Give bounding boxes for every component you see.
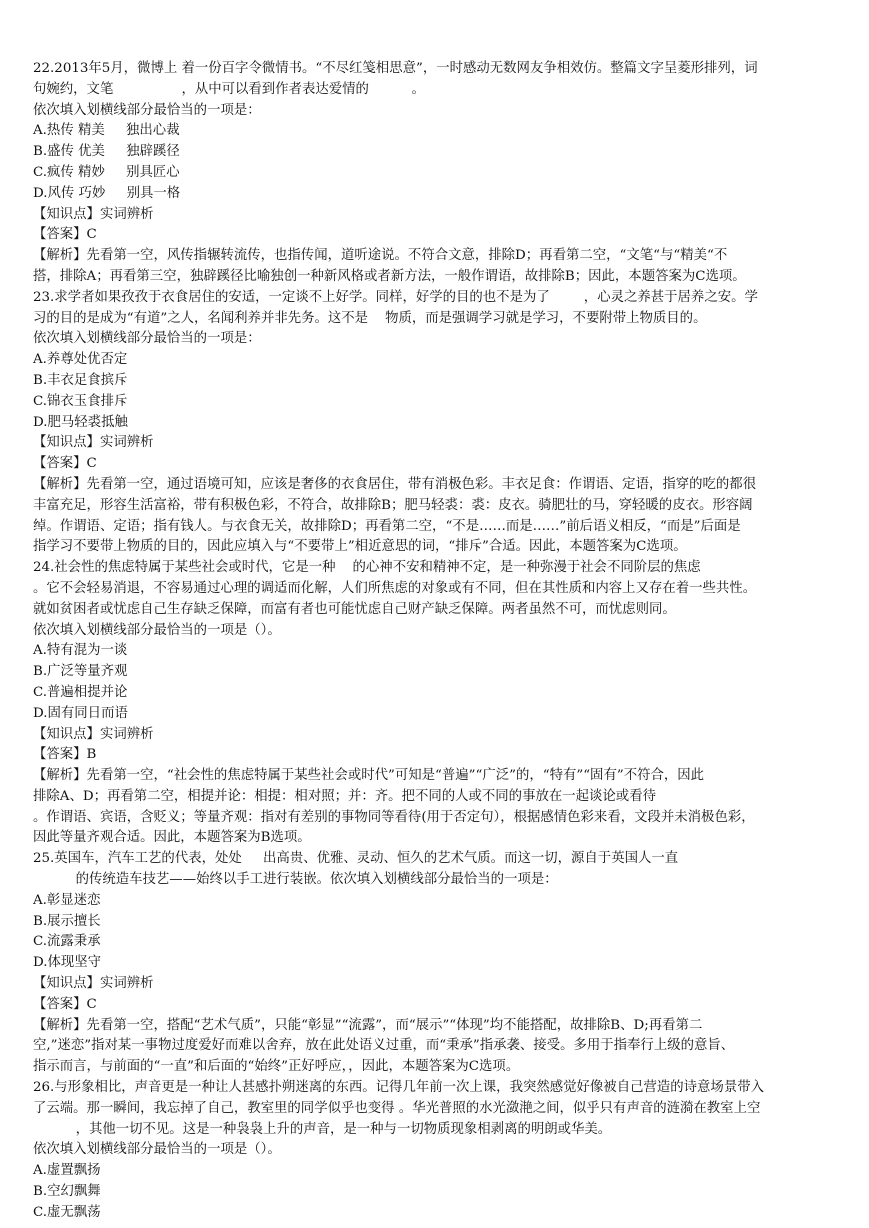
question-stem-line: 26.与形象相比，声音更是一种让人甚感扑朔迷离的东西。记得几年前一次上课，我突然感觉好像被自己营造的诗意场景带入 [33,1080,764,1096]
answer: 【答案】C [33,996,97,1012]
question-stem-line: 。它不会轻易消退，不容易通过心理的调适而化解，人们所焦虑的对象或有不同，但在其性质和内容上又存在着一些共性。 [33,580,757,596]
question-stem-line: 句婉约，文笔 ，从中可以看到作者表达爱情的 。 [33,81,425,97]
question-stem-line: 习的目的是成为“有道”之人，名闻利养并非先务。这不是 物质，而是强调学习就是学习，不要附带上物质目的。 [33,310,707,326]
knowledge-point: 【知识点】实词辨析 [33,435,154,451]
option-d: D.风传 巧妙 别具一格 [33,185,181,201]
option-b: B.展示擅长 [33,913,101,929]
knowledge-point: 【知识点】实词辨析 [33,976,154,992]
answer: 【答案】C [33,227,97,243]
analysis-line: 【解析】先看第一空，风传指辗转流传，也指传闻，道听途说。不符合文意，排除D；再看第二空，“文笔“与“精美“不 [33,248,728,264]
analysis-line: 【解析】先看第一空，“社会性的焦虑特属于某些社会或时代”可知是“普遍”“广泛”的，“特有”“固有”不符合，因此 [33,768,705,784]
question-prompt: 依次填入划横线部分最恰当的一项是： [33,331,261,347]
question-stem-line: 的传统造车技艺——始终以手工进行装嵌。依次填入划横线部分最恰当的一项是： [33,872,558,888]
option-d: D.固有同日而语 [33,705,128,721]
option-c: C.普遍相提并论 [33,684,128,700]
option-d: D.肥马轻裘抵触 [33,414,128,430]
question-prompt: 依次填入划横线部分最恰当的一项是： [33,102,261,118]
option-c: C.疯传 精妙 别具匠心 [33,164,180,180]
option-c: C.锦衣玉食排斥 [33,393,128,409]
option-b: B.盛传 优美 独辟蹊径 [33,144,180,160]
question-stem-line: 22.2013年5月，微博上 着一份百字令微情书。“不尽红笺相思意”，一时感动无数网友争相效仿。整篇文字呈菱形排列，词 [33,61,758,76]
option-a: A.养尊处优否定 [33,352,128,368]
question-stem-line: 23.求学者如果孜孜于衣食居住的安适，一定谈不上好学。同样，好学的目的也不是为了 ，心灵之养甚于居养之安。学 [33,289,758,305]
answer: 【答案】B [33,747,97,763]
question-stem-line: ，其他一切不见。这是一种袅袅上升的声音，是一种与一切物质现象相剥离的明朗或华美。 [33,1121,612,1137]
analysis-line: 绰。作谓语、定语；指有钱人。与衣食无关，故排除D；再看第二空，“不是……而是……”前后语义相反，“而是”后面是 [33,518,741,534]
option-c: C.流露秉承 [33,934,101,950]
question-stem-line: 了云端。那一瞬间，我忘掉了自己，教室里的同学似乎也变得 。华光普照的水光潋滟之间，似乎只有声音的涟漪在教室上空 [33,1100,761,1116]
document-page [33,59,863,1224]
question-24 [33,558,863,849]
analysis-line: 【解析】先看第一空，通过语境可知，应该是奢侈的衣食居住，带有消极色彩。丰衣足食：作谓语、定语，指穿的吃的都很 [33,476,757,492]
analysis-line: 指学习不要带上物质的目的，因此应填入与“不要带上”相近意思的词，“排斥”合适。因此，本题答案为C选项。 [33,539,687,555]
analysis-line: 。作谓语、宾语，含贬义；等量齐观：指对有差别的事物同等看待(用于否定句），根据感情色彩来看，文段并未消极色彩， [33,809,755,825]
option-b: B.空幻飘舞 [33,1184,101,1200]
option-c: C.虚无飘荡 [33,1204,101,1220]
option-a: A.彰显迷恋 [33,892,101,908]
question-prompt: 依次填入划横线部分最恰当的一项是（）。 [33,622,281,638]
analysis-line: 空,”迷恋”指对某一事物过度爱好而难以舍弃，放在此处语义过重，而“秉承”指承袭、接受。多用于指奉行上级的意旨、 [33,1038,735,1054]
question-stem-line: 24.社会性的焦虑特属于某些社会或时代，它是一种 的心神不安和精神不定，是一种弥漫于社会不同阶层的焦虑 [33,560,701,576]
analysis-line: 搭，排除A；再看第三空，独辟蹊径比喻独创一种新风格或者新方法，一般作谓语，故排除B；因此，本题答案为C选项。 [33,268,746,284]
analysis-line: 【解析】先看第一空，搭配“艺术气质”，只能“彰显”“流露”，而“展示”“体现”均不能搭配，故排除B、D;再看第二 [33,1017,703,1033]
question-26 [33,1078,863,1224]
knowledge-point: 【知识点】实词辨析 [33,206,154,222]
knowledge-point: 【知识点】实词辨析 [33,726,154,742]
analysis-line: 因此等量齐观合适。因此，本题答案为B选项。 [33,830,311,846]
option-a: A.虚置飘扬 [33,1163,101,1179]
answer: 【答案】C [33,456,97,472]
question-22 [33,59,863,288]
analysis-line: 排除A、D；再看第二空，相提并论：相提：相对照；并：齐。把不同的人或不同的事放在一起谈论或看待 [33,788,656,804]
question-stem-line: 25.英国车，汽车工艺的代表，处处 出高贵、优雅、灵动、恒久的艺术气质。而这一切，源自于英国人一直 [33,851,679,867]
question-25 [33,849,863,1078]
option-a: A.特有混为一谈 [33,643,128,659]
option-b: B.广泛等量齐观 [33,664,128,680]
option-d: D.体现坚守 [33,955,102,971]
option-a: A.热传 精美 独出心裁 [33,123,180,139]
question-prompt: 依次填入划横线部分最恰当的一项是（）。 [33,1142,281,1158]
option-b: B.丰衣足食摈斥 [33,372,128,388]
analysis-line: 指示而言，与前面的“一直”和后面的“始终”正好呼应，，因此，本题答案为C选项。 [33,1059,520,1075]
question-stem-line: 就如贫困者或忧虑自己生存缺乏保障，而富有者也可能忧虑自己财产缺乏保障。两者虽然不可，而忧虑则同。 [33,601,676,617]
analysis-line: 丰富充足，形容生活富裕，带有积极色彩，不符合，故排除B；肥马轻裘：裘：皮衣。骑肥壮的马，穿轻暖的皮衣。形容阔 [33,497,753,513]
question-23 [33,288,863,558]
